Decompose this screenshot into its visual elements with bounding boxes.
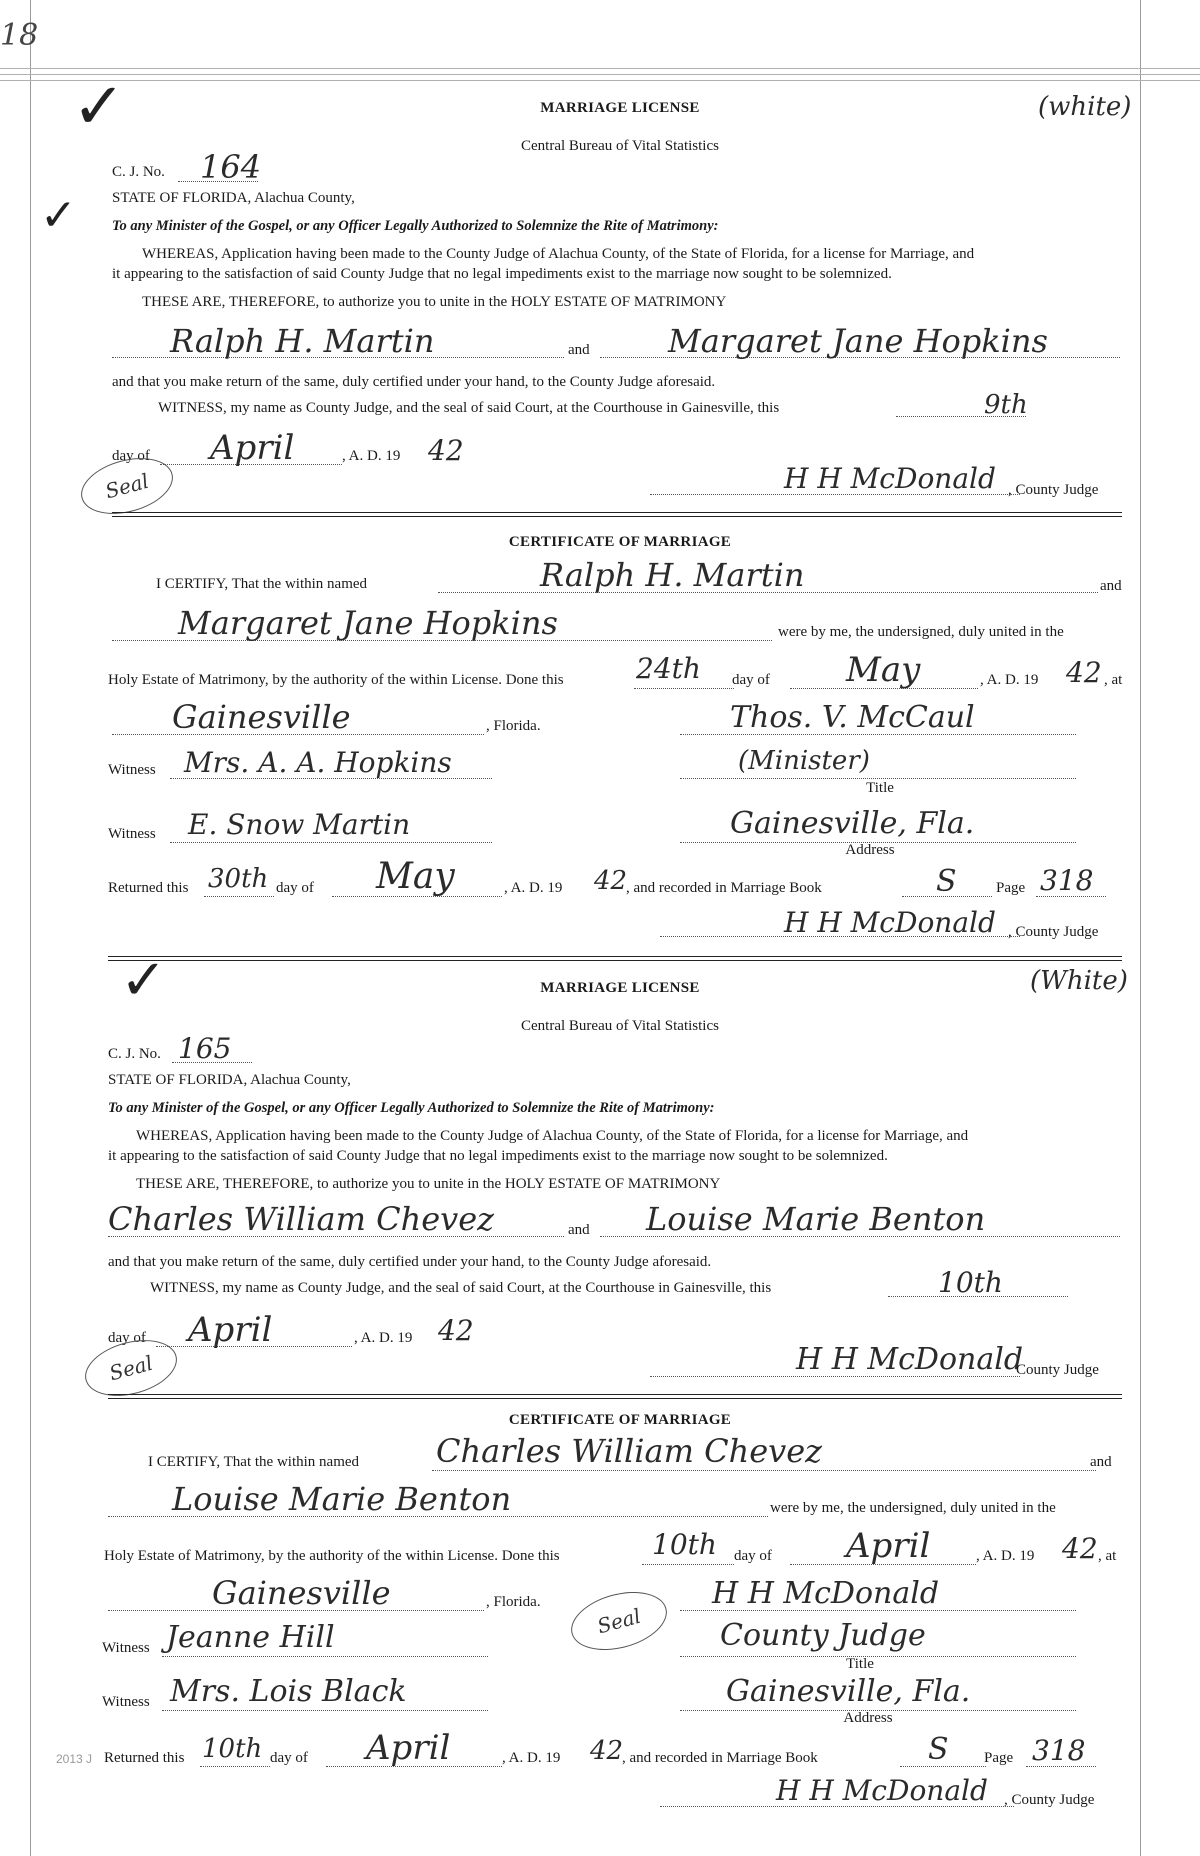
returned-day: 10th [202,1734,263,1764]
day-of-label: day of [108,1330,146,1346]
whereas-line: it appearing to the satisfaction of said County Judge that no legal impediments exist to the marriage now sought to be solemnized. [112,266,892,282]
returned-label: Returned this [108,880,189,896]
cj-number: 165 [178,1032,232,1065]
ad-label: , A. D. 19 [504,880,563,896]
holy-label: Holy Estate of Matrimony, by the authority of the within License. Done this [108,672,564,688]
returned-label: Returned this [104,1750,185,1766]
witness-label: Witness [108,826,156,842]
bride-name: Louise Marie Benton [646,1200,986,1238]
whereas-line: it appearing to the satisfaction of said County Judge that no legal impediments exist to the marriage now sought to be solemnized. [108,1148,888,1164]
section-divider [112,516,1122,517]
checkmark-icon: ✓ [72,70,126,144]
at-label: , at [1104,672,1123,688]
whereas-line: WHEREAS, Application having been made to the County Judge of Alachua County, of the State of Florida, for a license for Marriage, and [142,246,975,262]
day-of-label: day of [732,672,770,688]
and-label: and [1090,1454,1112,1470]
and-label: and [1100,578,1122,594]
witness-label: Witness [102,1640,150,1656]
officiant-title: County Judge [720,1618,926,1653]
book-page: 318 [1040,864,1094,897]
day-of-label: day of [112,448,150,464]
place: Gainesville [212,1574,391,1612]
done-month: May [846,650,921,690]
checkmark-icon: ✓ [120,948,167,1013]
fill-line [170,842,492,843]
cj-label: C. J. No. [112,164,165,180]
address-line: To any Minister of the Gospel, or any Officer Legally Authorized to Solemnize the Rite of Matrimony: [108,1100,715,1116]
top-rule [0,80,1200,81]
return-line: and that you make return of the same, duly certified under your hand, to the County Judge aforesaid. [108,1254,712,1270]
cert-groom: Ralph H. Martin [540,556,805,594]
done-year: 42 [1066,656,1102,689]
book: S [936,864,957,899]
checkmark-icon: ✓ [40,190,77,241]
certificate-title: CERTIFICATE OF MARRIAGE [508,534,732,550]
license-title: MARRIAGE LICENSE [540,980,700,996]
license-title: MARRIAGE LICENSE [540,100,700,116]
license-month: April [210,428,295,468]
fill-line [204,896,274,897]
authorize-line: THESE ARE, THEREFORE, to authorize you to unite in the HOLY ESTATE OF MATRIMONY [136,1176,721,1192]
witness-line: WITNESS, my name as County Judge, and the seal of said Court, at the Courthouse in Gainesville, this [158,400,780,416]
fill-line [162,1710,488,1711]
seal-stamp: Seal [565,1582,674,1660]
united-label: were by me, the undersigned, duly united in the [770,1500,1056,1516]
ad-label: , A. D. 19 [354,1330,413,1346]
witness-1: Jeanne Hill [166,1620,335,1655]
title-label: Title [846,1656,874,1672]
cj-label: C. J. No. [108,1046,161,1062]
section-divider [108,960,1122,961]
section-divider [108,956,1122,957]
holy-label: Holy Estate of Matrimony, by the authority of the within License. Done this [104,1548,560,1564]
officiant-title: (Minister) [738,746,870,776]
florida-label: , Florida. [486,1594,541,1610]
cert-groom: Charles William Chevez [436,1432,822,1470]
bride-name: Margaret Jane Hopkins [668,322,1048,360]
license-day: 10th [938,1266,1003,1299]
groom-name: Charles William Chevez [108,1200,494,1238]
ad-label: , A. D. 19 [980,672,1039,688]
page-label: Page [996,880,1026,896]
ad-label: , A. D. 19 [502,1750,561,1766]
ad-label: , A. D. 19 [976,1548,1035,1564]
ad-label: , A. D. 19 [342,448,401,464]
section-divider [108,1398,1122,1399]
whereas-line: WHEREAS, Application having been made to the County Judge of Alachua County, of the State of Florida, for a license for Marriage, and [136,1128,969,1144]
cert-bride: Louise Marie Benton [172,1480,512,1518]
fill-line [162,1656,488,1657]
judge-title: , County Judge [1008,924,1099,940]
done-month: April [846,1526,931,1566]
officiant-signature: Thos. V. McCaul [730,700,975,735]
returned-year: 42 [590,1736,624,1766]
day-of-label: day of [734,1548,772,1564]
margin-rule [1140,0,1141,1856]
license-year: 42 [428,434,464,467]
witness-label: Witness [102,1694,150,1710]
day-of-label: day of [270,1750,308,1766]
top-rule [0,74,1200,75]
done-year: 42 [1062,1532,1098,1565]
florida-label: , Florida. [486,718,541,734]
seal-stamp: Seal [79,1331,183,1406]
judge-signature: H H McDonald [776,1774,988,1807]
certify-label: I CERTIFY, That the within named [156,576,368,592]
address-label: Address [843,1710,893,1726]
judge-signature: H H McDonald [784,462,996,495]
and-label: and [568,1222,590,1238]
fill-line [634,688,734,689]
license-month: April [188,1310,273,1350]
officiant-address: Gainesville, Fla. [730,806,975,841]
book-page: 318 [1032,1734,1086,1767]
witness-label: Witness [108,762,156,778]
section-divider [112,512,1122,513]
certificate-title: CERTIFICATE OF MARRIAGE [508,1412,732,1428]
state-line: STATE OF FLORIDA, Alachua County, [108,1072,351,1088]
groom-name: Ralph H. Martin [170,322,435,360]
witness-2: E. Snow Martin [188,808,411,841]
fill-line [680,778,1076,779]
license-year: 42 [438,1314,474,1347]
and-label: and [568,342,590,358]
done-day: 10th [652,1528,717,1561]
returned-month: May [376,856,455,897]
watermark: 2013 J [56,1752,93,1766]
cj-number: 164 [200,148,262,186]
judge-title: , County Judge [1008,482,1099,498]
returned-year: 42 [594,866,628,896]
cert-bride: Margaret Jane Hopkins [178,604,558,642]
fill-line [642,1564,734,1565]
place: Gainesville [172,698,351,736]
address-line: To any Minister of the Gospel, or any Officer Legally Authorized to Solemnize the Rite of Matrimony: [112,218,719,234]
title-label: Title [866,780,894,796]
bureau-line: Central Bureau of Vital Statistics [521,1018,719,1034]
margin-rule [30,0,31,1856]
returned-month: April [366,1728,451,1768]
judge-signature: H H McDonald [784,906,996,939]
at-label: , at [1098,1548,1117,1564]
judge-signature: H H McDonald [796,1342,1024,1377]
witness-1: Mrs. A. A. Hopkins [184,746,452,779]
book: S [928,1732,949,1767]
fill-line [200,1766,270,1767]
officiant-address: Gainesville, Fla. [726,1674,971,1709]
section-divider [108,1394,1122,1395]
page-number: 18 [0,18,39,53]
witness-line: WITNESS, my name as County Judge, and the seal of said Court, at the Courthouse in Gainesville, this [150,1280,772,1296]
judge-title: , County Judge [1004,1792,1095,1808]
authorize-line: THESE ARE, THEREFORE, to authorize you to unite in the HOLY ESTATE OF MATRIMONY [142,294,727,310]
day-of-label: day of [276,880,314,896]
recorded-label: , and recorded in Marriage Book [626,880,822,896]
address-label: Address [845,842,895,858]
page-label: Page [984,1750,1014,1766]
judge-title: County Judge [1016,1362,1099,1378]
returned-day: 30th [208,864,269,894]
return-line: and that you make return of the same, duly certified under your hand, to the County Judge aforesaid. [112,374,716,390]
united-label: were by me, the undersigned, duly united in the [778,624,1064,640]
race-note: (white) [1038,92,1132,122]
state-line: STATE OF FLORIDA, Alachua County, [112,190,355,206]
recorded-label: , and recorded in Marriage Book [622,1750,818,1766]
seal-stamp: Seal [75,449,179,524]
bureau-line: Central Bureau of Vital Statistics [521,138,719,154]
top-rule [0,68,1200,69]
witness-2: Mrs. Lois Black [170,1674,407,1709]
done-day: 24th [636,652,701,685]
license-day: 9th [984,390,1028,420]
certify-label: I CERTIFY, That the within named [148,1454,360,1470]
race-note: (White) [1030,966,1128,996]
officiant-signature: H H McDonald [712,1576,940,1611]
fill-line [432,1470,1096,1471]
